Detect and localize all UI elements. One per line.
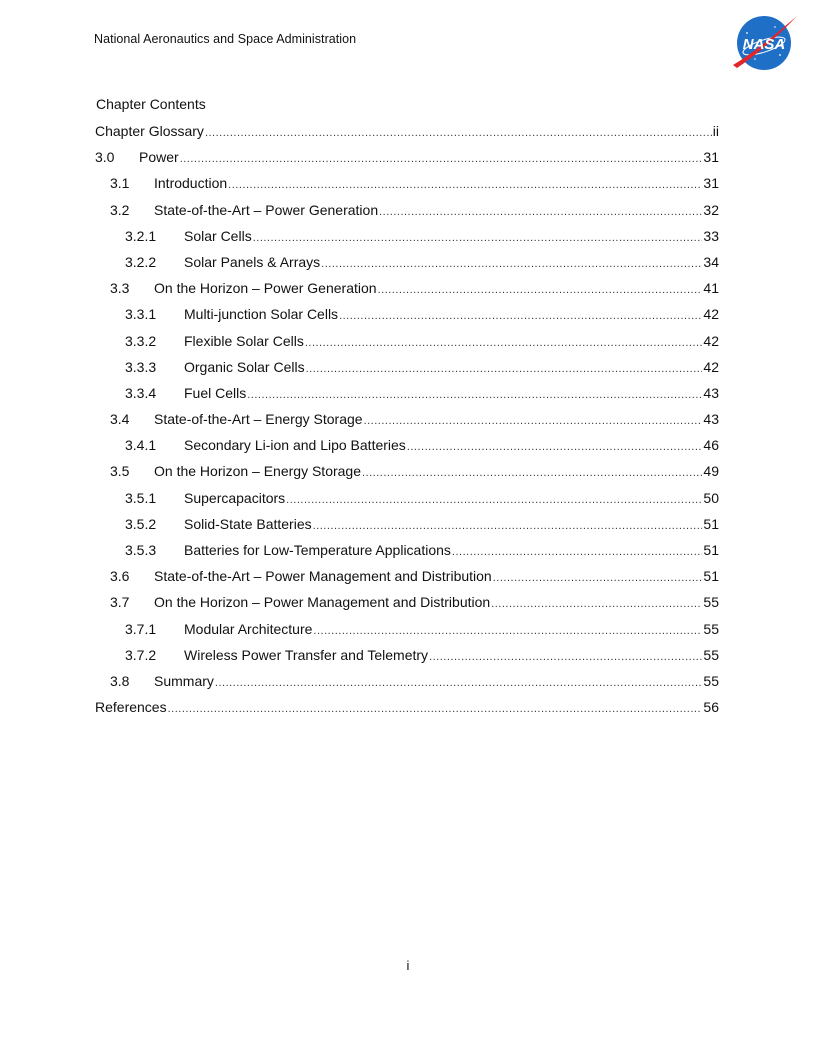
toc-page: 34 <box>703 253 719 270</box>
toc-title: State-of-the-Art – Energy Storage <box>154 411 363 428</box>
toc-entry-3-6[interactable] <box>95 565 719 591</box>
toc-number: 3.1 <box>110 175 130 192</box>
toc-number: 3.4.1 <box>125 437 157 454</box>
toc-leader <box>205 122 712 144</box>
toc-page: 31 <box>703 175 719 192</box>
toc-title: Solar Panels & Arrays <box>184 253 321 270</box>
toc-entry-3-7-2[interactable] <box>95 644 719 670</box>
toc-leader <box>313 515 703 537</box>
toc-number: 3.2.2 <box>125 253 157 270</box>
toc-entry-3-5-3[interactable] <box>95 539 719 565</box>
toc-title: Summary <box>154 672 214 689</box>
toc-entry-references[interactable] <box>95 696 719 722</box>
toc-page: 55 <box>703 646 719 663</box>
toc-leader <box>378 279 703 301</box>
toc-title: Wireless Power Transfer and Telemetry <box>184 646 429 663</box>
toc-number: 3.3 <box>110 280 130 297</box>
toc-number: 3.3.3 <box>125 358 157 375</box>
toc-number: 3.4 <box>110 411 130 428</box>
toc-page: 51 <box>703 568 719 585</box>
toc-leader <box>305 332 703 354</box>
toc-title: Flexible Solar Cells <box>184 332 304 349</box>
toc-title: References <box>95 699 167 716</box>
toc-leader <box>306 358 703 380</box>
toc-leader <box>429 646 702 668</box>
toc-entry-3-7-1[interactable] <box>95 618 719 644</box>
toc-page: ii <box>712 123 719 139</box>
toc-entry-3-3-2[interactable] <box>95 330 719 356</box>
toc-number: 3.3.2 <box>125 332 157 349</box>
toc-entry-3-4-1[interactable] <box>95 434 719 460</box>
toc-leader <box>339 305 702 327</box>
toc-title: On the Horizon – Energy Storage <box>154 463 362 480</box>
toc-leader <box>253 227 703 249</box>
toc-leader <box>180 148 703 170</box>
toc-title: Solid-State Batteries <box>184 515 312 532</box>
header-organization: National Aeronautics and Space Administration <box>94 32 357 46</box>
toc-title: Multi-junction Solar Cells <box>184 306 339 323</box>
toc-entry-3-3-4[interactable] <box>95 382 719 408</box>
toc-number: 3.5.1 <box>125 489 157 506</box>
toc-leader <box>286 489 702 511</box>
logo-text: NASA <box>742 36 786 53</box>
toc-number: 3.5.2 <box>125 515 157 532</box>
toc-number: 3.3.4 <box>125 384 157 401</box>
toc-title: Supercapacitors <box>184 489 286 506</box>
toc-title: Secondary Li-ion and Lipo Batteries <box>184 437 406 454</box>
toc-leader <box>364 410 703 432</box>
toc-number: 3.2.1 <box>125 227 157 244</box>
toc-title: Organic Solar Cells <box>184 358 305 375</box>
toc-entry-3-3[interactable] <box>95 277 719 303</box>
toc-page: 41 <box>703 280 719 297</box>
toc-page: 33 <box>703 227 719 244</box>
toc-page: 42 <box>703 306 719 323</box>
toc-number: 3.7.1 <box>125 620 157 637</box>
toc-page: 31 <box>703 149 719 166</box>
toc-page: 42 <box>703 332 719 349</box>
toc-entry-chapter-glossary[interactable] <box>95 120 719 146</box>
toc-leader <box>452 541 703 563</box>
toc-number: 3.5 <box>110 463 130 480</box>
toc-page: 51 <box>703 542 719 558</box>
toc-entry-3-1[interactable] <box>95 172 719 198</box>
toc-leader <box>493 567 703 589</box>
toc-title: State-of-the-Art – Power Generation <box>154 201 379 218</box>
toc-entry-3-7[interactable] <box>95 591 719 617</box>
toc-number: 3.7 <box>110 594 130 611</box>
toc-entry-3-3-3[interactable] <box>95 356 719 382</box>
toc-page: 43 <box>703 411 719 428</box>
contents-title: Chapter Contents <box>96 96 206 112</box>
toc-page: 43 <box>703 384 719 401</box>
toc-leader <box>321 253 702 275</box>
toc-leader <box>362 462 702 484</box>
toc-title: Introduction <box>154 175 228 192</box>
toc-page: 51 <box>703 515 719 532</box>
toc-title: Batteries for Low-Temperature Applications <box>184 542 451 558</box>
toc-entry-3-5-1[interactable] <box>95 487 719 513</box>
toc-page: 56 <box>703 699 719 716</box>
toc-number: 3.2 <box>110 201 130 218</box>
toc-entry-3-2-2[interactable] <box>95 251 719 277</box>
toc-title: On the Horizon – Power Management and Distribution <box>154 594 491 611</box>
toc-entry-3-8[interactable] <box>95 670 719 696</box>
toc-leader <box>379 201 702 223</box>
toc-leader <box>215 672 703 694</box>
toc-entry-3-2-1[interactable] <box>95 225 719 251</box>
toc-entry-3-4[interactable] <box>95 408 719 434</box>
toc-leader <box>407 436 703 458</box>
toc-number: 3.5.3 <box>125 542 157 558</box>
toc-leader <box>247 384 702 406</box>
toc-title: Chapter Glossary <box>95 123 204 139</box>
toc-page: 42 <box>703 358 719 375</box>
toc-leader <box>313 620 702 642</box>
toc-page: 50 <box>703 489 719 506</box>
nasa-logo-icon <box>731 13 797 71</box>
toc-entry-3-5-2[interactable] <box>95 513 719 539</box>
toc-entry-3-0[interactable] <box>95 146 719 172</box>
toc-leader <box>228 174 702 196</box>
page-number: i <box>406 958 410 973</box>
toc-page: 55 <box>703 672 719 689</box>
toc-page: 49 <box>703 463 719 480</box>
toc-entry-3-5[interactable] <box>95 460 719 486</box>
toc-title: On the Horizon – Power Generation <box>154 280 377 297</box>
toc-number: 3.0 <box>95 149 115 166</box>
toc-page: 55 <box>703 594 719 611</box>
toc-number: 3.3.1 <box>125 306 157 323</box>
toc-number: 3.8 <box>110 672 130 689</box>
toc-number: 3.6 <box>110 568 130 585</box>
toc-entry-3-3-1[interactable] <box>95 303 719 329</box>
toc-leader <box>491 593 702 615</box>
toc-entry-3-2[interactable] <box>95 199 719 225</box>
toc-title: Fuel Cells <box>184 384 247 401</box>
table-of-contents <box>95 120 719 722</box>
toc-title: Solar Cells <box>184 227 252 244</box>
toc-page: 55 <box>703 620 719 637</box>
toc-page: 32 <box>703 201 719 218</box>
toc-title: Power <box>139 149 179 166</box>
toc-page: 46 <box>703 437 719 454</box>
toc-leader <box>168 698 703 720</box>
toc-title: State-of-the-Art – Power Management and Distribution <box>154 568 492 585</box>
toc-title: Modular Architecture <box>184 620 313 637</box>
toc-number: 3.7.2 <box>125 646 157 663</box>
